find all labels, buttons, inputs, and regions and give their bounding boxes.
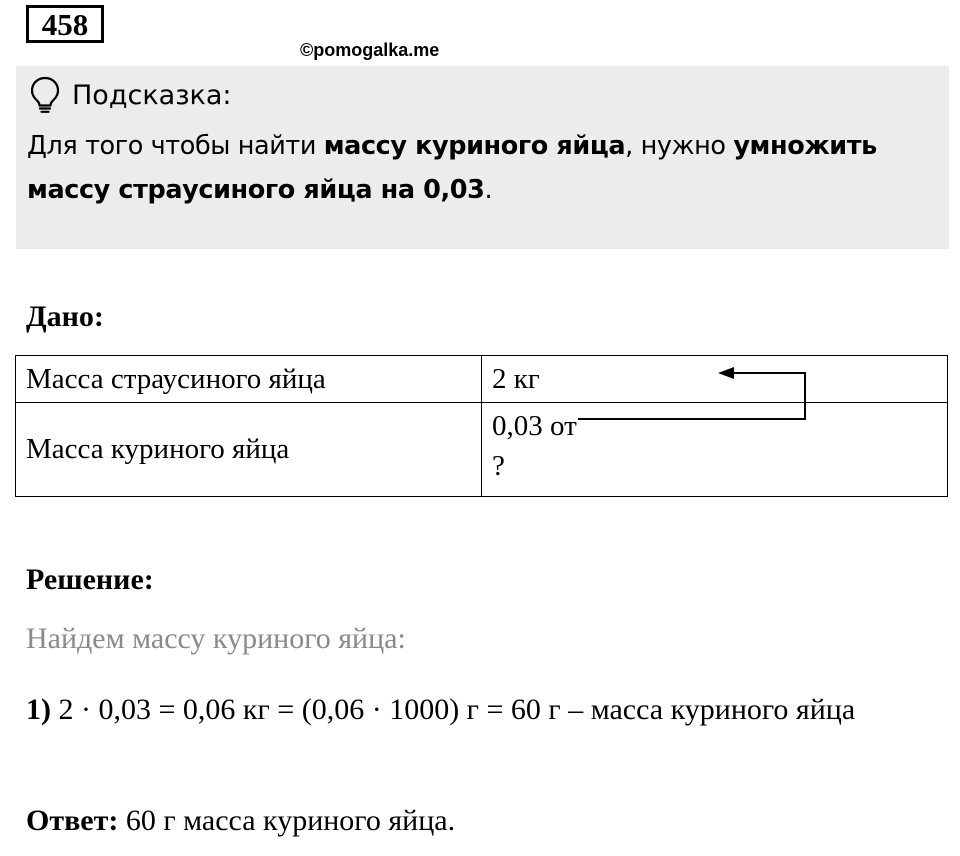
hint-text-bold1: массу куриного яйца bbox=[323, 131, 626, 161]
given-value-chicken-unknown: ? bbox=[492, 450, 505, 482]
hint-text-part3: . bbox=[484, 175, 493, 205]
given-value-ostrich: 2 кг bbox=[482, 356, 948, 403]
answer-text: 60 г масса куриного яйца. bbox=[118, 804, 456, 837]
table-row bbox=[16, 356, 948, 403]
solution-intro: Найдем массу куриного яйца: bbox=[26, 622, 406, 655]
hint-box bbox=[16, 66, 949, 249]
lightbulb-icon bbox=[30, 76, 60, 114]
solution-step-number: 1) bbox=[26, 693, 51, 726]
watermark: ©pomogalka.me bbox=[300, 40, 440, 60]
hint-text-part2: , нужно bbox=[625, 131, 734, 161]
hint-text-part1: Для того чтобы найти bbox=[27, 131, 324, 161]
given-value-chicken bbox=[482, 403, 948, 497]
hint-title: Подсказка: bbox=[72, 80, 232, 111]
solution-heading: Решение: bbox=[26, 563, 154, 596]
given-label-ostrich: Масса страусиного яйца bbox=[16, 356, 482, 403]
task-number: 458 bbox=[26, 5, 104, 43]
answer bbox=[26, 804, 455, 838]
given-heading: Дано: bbox=[26, 300, 104, 333]
given-value-chicken-fraction: 0,03 от bbox=[492, 410, 577, 442]
table-row bbox=[16, 403, 948, 497]
solution-step bbox=[26, 680, 936, 740]
hint-text-bold2: умножить массу страусиного яйца на 0,03 bbox=[27, 131, 877, 205]
answer-label: Ответ: bbox=[26, 804, 119, 837]
hint-text bbox=[27, 124, 942, 212]
given-table bbox=[15, 355, 948, 497]
given-label-chicken: Масса куриного яйца bbox=[16, 403, 482, 497]
solution-step-text: 2 · 0,03 = 0,06 кг = (0,06 · 1000) г = 60 г – масса куриного яйца bbox=[51, 693, 856, 726]
